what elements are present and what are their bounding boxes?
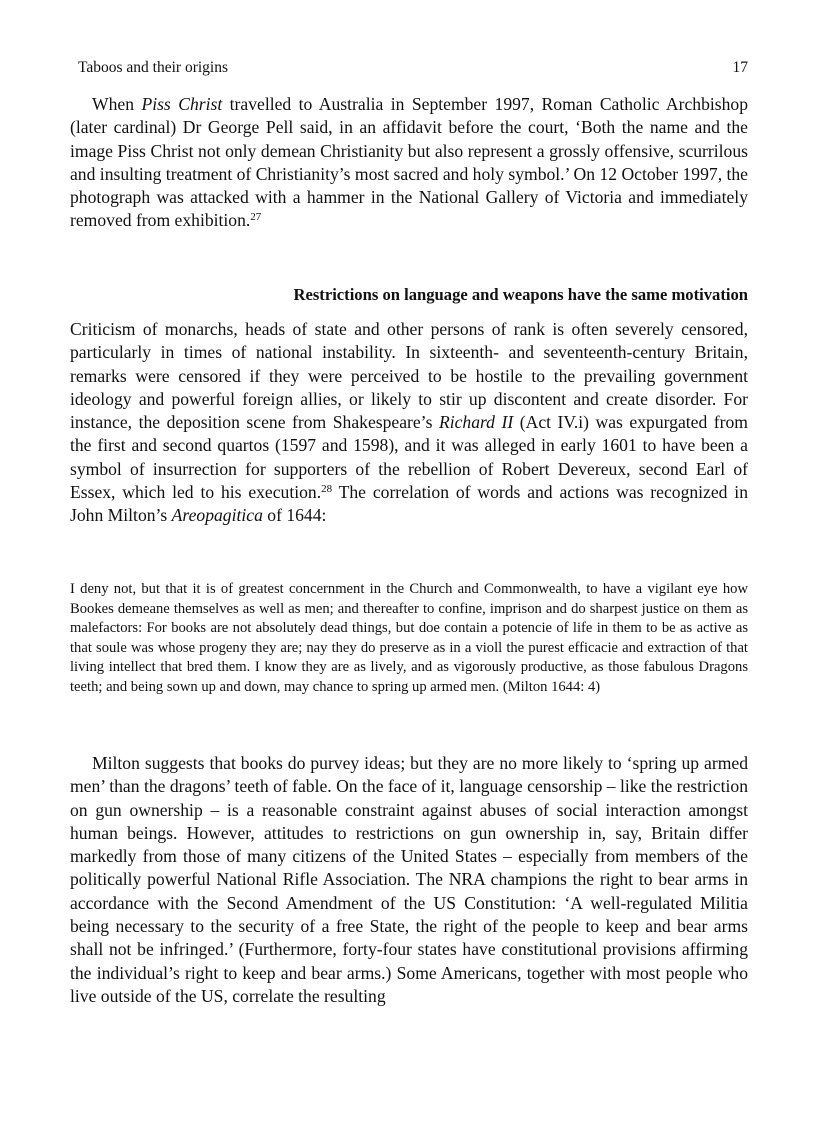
section-heading: Restrictions on language and weapons have the same motivation bbox=[293, 285, 748, 304]
italic-title: Areopagitica bbox=[171, 505, 263, 526]
page-number: 17 bbox=[732, 59, 748, 76]
italic-title: Piss Christ bbox=[141, 94, 223, 114]
text-run: The correlation of words and actions was recognized in John Milton’s bbox=[70, 482, 748, 526]
paragraph-piss-christ bbox=[70, 93, 748, 233]
text-run: When bbox=[92, 94, 142, 114]
italic-title: Richard II bbox=[438, 412, 514, 433]
footnote-ref-27: 27 bbox=[250, 211, 262, 224]
text-run: (Act IV.i) was expurgated from the first and second quartos (1597 and 1598), and it was alleged in early 1601 to have been a symbol of insurrection for supporters of the rebellion of Robert Devereux, second Earl of Essex, which led to his execution. bbox=[70, 412, 748, 503]
text-run: of 1644: bbox=[262, 505, 327, 526]
paragraph-milton-suggests: Milton suggests that books do purvey ideas; but they are no more likely to ‘spring up armed men’ than the dragons’ teeth of fable. On the face of it, language censorship – like the restriction on gun ownership – is a reasonable constraint against abuses of social interaction amongst human beings. However, attitudes to restrictions on gun ownership in, say, Britain differ markedly from those of many citizens of the United States – especially from members of the politically powerful National Rifle Association. The NRA champions the right to bear arms in accordance with the Second Amendment of the US Constitution: ‘A well-regulated Militia being necessary to the security of a free State, the right of the people to keep and bear arms shall not be infringed.’ (Furthermore, forty-four states have constitutional provisions affirming the individual’s right to keep and bear arms.) Some Americans, together with most people who live outside of the US, correlate the resulting bbox=[70, 753, 748, 1006]
text-run: travelled to Australia in September 1997, Roman Catholic Archbishop (later cardinal) Dr George Pell said, in an affidavit before the court, ‘Both the name and the image Piss Christ not only demean Christianity but also represent a grossly offensive, scurrilous and insulting treatment of Christianity’s most sacred and holy symbol.’ On 12 October 1997, the photograph was attacked with a hammer in the National Gallery of Victoria and immediately removed from exhibition. bbox=[70, 94, 748, 231]
running-title: Taboos and their origins bbox=[78, 59, 229, 76]
paragraph-criticism bbox=[70, 318, 748, 528]
text-run: Criticism of monarchs, heads of state and other persons of rank is often severely censored, particularly in times of national instability. In sixteenth- and seventeenth-century Britain, remarks were censored if they were perceived to be hostile to the prevailing government ideology and powerful foreign allies, or likely to stir up discontent and create disorder. For instance, the deposition scene from Shakespeare’s bbox=[70, 319, 748, 433]
block-quote-milton: I deny not, but that it is of greatest concernment in the Church and Commonwealth, to have a vigilant eye how Bookes demeane themselves as well as men; and thereafter to confine, imprison and do sharpest justice on them as malefactors: For books are not absolutely dead things, but doe contain a potencie of life in them to be as active as that soule was whose progeny they are; nay they do preserve as in a violl the purest efficacie and extraction of that living intellect that bred them. I know they are as lively, and as vigorously productive, as those fabulous Dragons teeth; and being sown up and down, may chance to spring up armed men. (Milton 1644: 4) bbox=[70, 581, 748, 695]
footnote-ref-28: 28 bbox=[321, 483, 333, 496]
